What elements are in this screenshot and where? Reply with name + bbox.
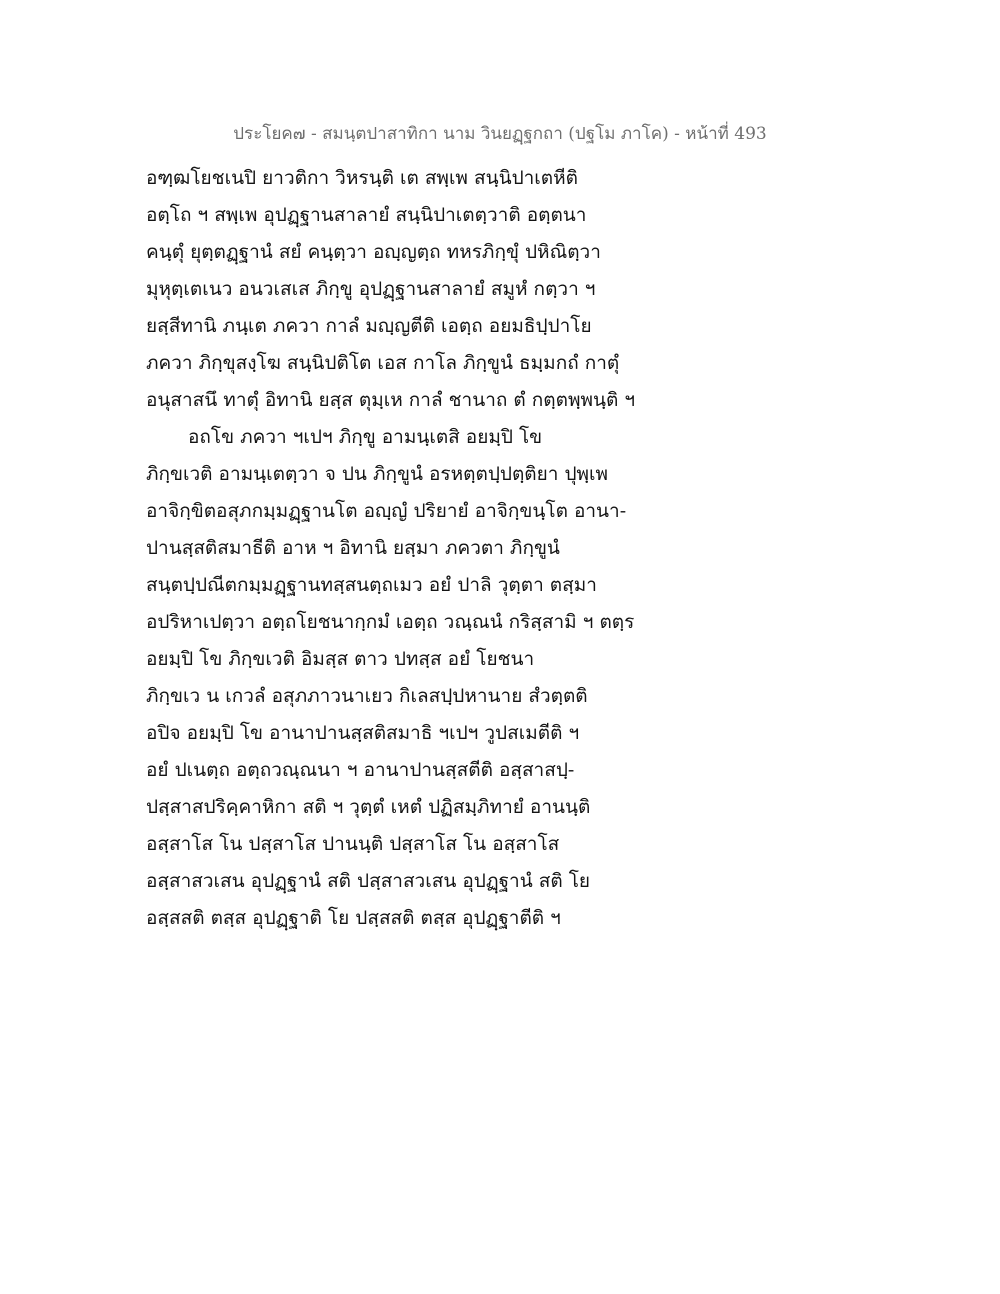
running-header-text: ประโยค๗ - สมนฺตปาสาทิกา นาม วินยฏฺฐกถา (ปฐโม ภาโค) - หน้าที่ 493 [233,124,767,144]
text-line: ปสฺสาสปริคฺคาหิกา สติ ฯ วุตฺตํ เหตํ ปฏิสมฺภิทายํ อานนฺติ [146,796,591,818]
text-line: ภิกฺขเว น เกวลํ อสุภภาวนาเยว กิเลสปฺปหานาย สํวตฺตติ [146,685,588,707]
body-text [146,160,666,937]
text-line: อาจิกฺขิตอสุภกมฺมฏฺฐานโต อญฺญํ ปริยายํ อาจิกฺขนฺโต อานา- [146,500,627,522]
text-line: อตฺโถ ฯ สพฺเพ อุปฏฺฐานสาลายํ สนฺนิปาเตตฺวาติ อตฺตนา [146,204,587,226]
text-line: คนฺตุํ ยุตฺตฏฺฐานํ สยํ คนฺตฺวา อญฺญตฺถ ทหรภิกฺขุํ ปหิณิตฺวา [146,241,601,263]
text-line: อยมฺปิ โข ภิกฺขเวติ อิมสฺส ตาว ปทสฺส อยํ โยชนา [146,648,535,670]
text-line: ปานสฺสติสมาธีติ อาห ฯ อิทานิ ยสฺมา ภควตา ภิกฺขูนํ [146,537,560,559]
text-line: อปริหาเปตฺวา อตฺถโยชนากฺกมํ เอตฺถ วณฺณนํ กริสฺสามิ ฯ ตตฺร [146,611,635,633]
text-line: อสฺสสติ ตสฺส อุปฏฺฐาติ โย ปสฺสสติ ตสฺส อุปฏฺฐาตีติ ฯ [146,907,561,929]
text-line: อยํ ปเนตฺถ อตฺถวณฺณนา ฯ อานาปานสฺสตีติ อสฺสาสปฺ- [146,759,575,781]
text-line: อปิจ อยมฺปิ โข อานาปานสฺสติสมาธิ ฯเปฯ วูปสเมตีติ ฯ [146,722,580,744]
text-line: อฑฺฒโยชเนปิ ยาวติกา วิหรนฺติ เต สพฺเพ สนฺนิปาเตหีติ [146,167,578,189]
text-line: อสฺสาสวเสน อุปฏฺฐานํ สติ ปสฺสาสวเสน อุปฏฺฐานํ สติ โย [146,870,591,892]
text-line: ภิกฺขเวติ อามนฺเตตฺวา จ ปน ภิกฺขูนํ อรหตฺตปฺปตฺติยา ปุพฺเพ [146,463,609,485]
text-line: อสฺสาโส โน ปสฺสาโส ปานนฺติ ปสฺสาโส โน อสฺสาโส [146,833,560,855]
running-header [0,122,1000,146]
text-line: อนุสาสนึ ทาตุํ อิทานิ ยสฺส ตุมฺเห กาลํ ชานาถ ตํ กตฺตพฺพนฺติ ฯ [146,389,636,411]
text-line: ภควา ภิกฺขุสงฺโฆ สนฺนิปติโต เอส กาโล ภิกฺขูนํ ธมฺมกถํ กาตุํ [146,352,620,374]
text-line: สนฺตปฺปณีตกมฺมฏฺฐานทสฺสนตฺถเมว อยํ ปาลิ วุตฺตา ตสฺมา [146,574,597,596]
text-line: ยสฺสีทานิ ภนฺเต ภควา กาลํ มญฺญตีติ เอตฺถ อยมธิปฺปาโย [146,315,592,337]
text-line: อถโข ภควา ฯเปฯ ภิกฺขู อามนฺเตสิ อยมฺปิ โข [188,426,543,448]
text-line: มุหุตฺเตเนว อนวเสเส ภิกฺขู อุปฏฺฐานสาลายํ สมูหํ กตฺวา ฯ [146,278,596,300]
